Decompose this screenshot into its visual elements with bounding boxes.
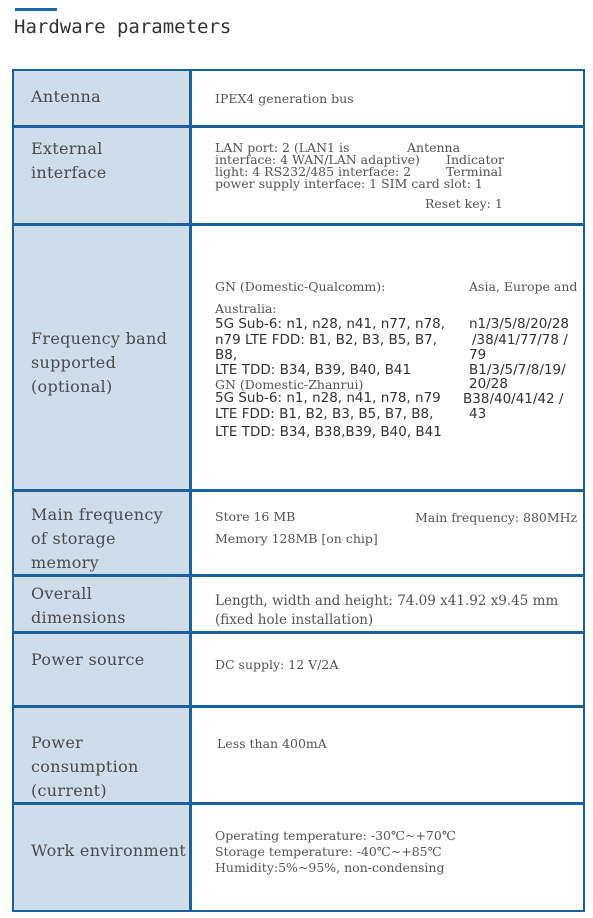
value-line: light: 4 RS232/485 interface: 2 <box>215 164 412 179</box>
value-line: interface: 4 WAN/LAN adaptive) <box>215 152 420 167</box>
row-label: Work environment <box>31 841 187 860</box>
row-value: IPEX4 generation bus <box>215 91 354 106</box>
page-title: Hardware parameters <box>14 16 232 38</box>
label-cell <box>14 634 192 705</box>
table-row-work-environment <box>14 805 583 910</box>
value-line: Terminal <box>446 164 503 179</box>
hardware-spec-table <box>12 69 585 912</box>
row-label: Antenna <box>31 87 102 106</box>
row-label: Overall dimensions <box>31 584 126 627</box>
value-line: Reset key: 1 <box>425 196 503 211</box>
table-row-storage-memory <box>14 492 583 577</box>
value-line: GN (Domestic-Zhanrui) <box>215 377 364 392</box>
value-line: Storage temperature: -40℃~+85℃ <box>215 844 442 859</box>
title-accent-bar <box>15 8 57 11</box>
table-row-power-consumption <box>14 708 583 805</box>
row-label: External interface <box>31 139 107 182</box>
label-cell <box>14 492 192 574</box>
table-row-antenna <box>14 71 583 128</box>
value-line: Memory 128MB [on chip] <box>215 531 378 546</box>
value-line: Less than 400mA <box>217 736 327 751</box>
value-line: LTE TDD: B34, B39, B40, B41 <box>215 362 412 378</box>
value-line: LAN port: 2 (LAN1 is <box>215 140 350 155</box>
value-line: n1/3/5/8/20/28 <box>469 316 570 332</box>
label-cell <box>14 71 192 125</box>
value-line: 5G Sub-6: n1, n28, n41, n78, n79 <box>215 390 441 406</box>
value-line: 79 <box>469 347 487 363</box>
value-line: B8, <box>215 347 238 363</box>
label-cell <box>14 128 192 223</box>
label-cell <box>14 805 192 910</box>
table-row-overall-dimensions <box>14 577 583 634</box>
value-line: 5G Sub-6: n1, n28, n41, n77, n78, <box>215 316 446 332</box>
value-line: Antenna <box>407 140 461 155</box>
value-line: n79 LTE FDD: B1, B2, B3, B5, B7, <box>215 332 438 348</box>
row-label: Frequency band supported (optional) <box>31 329 168 396</box>
value-line: Length, width and height: 74.09 x41.92 x9.45 mm <box>215 593 559 609</box>
table-row-frequency-band <box>14 226 583 492</box>
value-line: Indicator <box>446 152 504 167</box>
label-cell <box>14 577 192 631</box>
value-line: Operating temperature: -30℃~+70℃ <box>215 828 456 843</box>
value-line: Main frequency: 880MHz <box>415 510 578 525</box>
value-line: GN (Domestic-Qualcomm): <box>215 279 386 294</box>
value-line: B1/3/5/7/8/19/ <box>469 362 566 378</box>
label-cell <box>14 226 192 489</box>
value-line: LTE FDD: B1, B2, B3, B5, B7, B8, <box>215 406 434 422</box>
row-label: Power source <box>31 650 145 669</box>
value-line: DC supply: 12 V/2A <box>215 657 339 672</box>
value-line: 43 <box>469 406 487 422</box>
value-line: Asia, Europe and <box>469 279 578 294</box>
value-line: Humidity:5%~95%, non-condensing <box>215 860 445 875</box>
value-line: LTE TDD: B34, B38,B39, B40, B41 <box>215 424 442 440</box>
value-line: power supply interface: 1 SIM card slot: 1 <box>215 176 483 191</box>
value-line: /38/41/77/78 / <box>472 332 568 348</box>
label-cell <box>14 708 192 802</box>
table-row-power-source <box>14 634 583 708</box>
row-label: Power consumption (current) <box>31 733 139 800</box>
value-line: B38/40/41/42 / <box>463 391 564 407</box>
value-line: Store 16 MB <box>215 509 296 524</box>
value-line: 20/28 <box>469 376 508 392</box>
row-label: Main frequency of storage memory <box>31 505 163 572</box>
value-line: Australia: <box>215 301 277 316</box>
value-line: (fixed hole installation) <box>215 612 374 628</box>
table-row-external-interface <box>14 128 583 226</box>
